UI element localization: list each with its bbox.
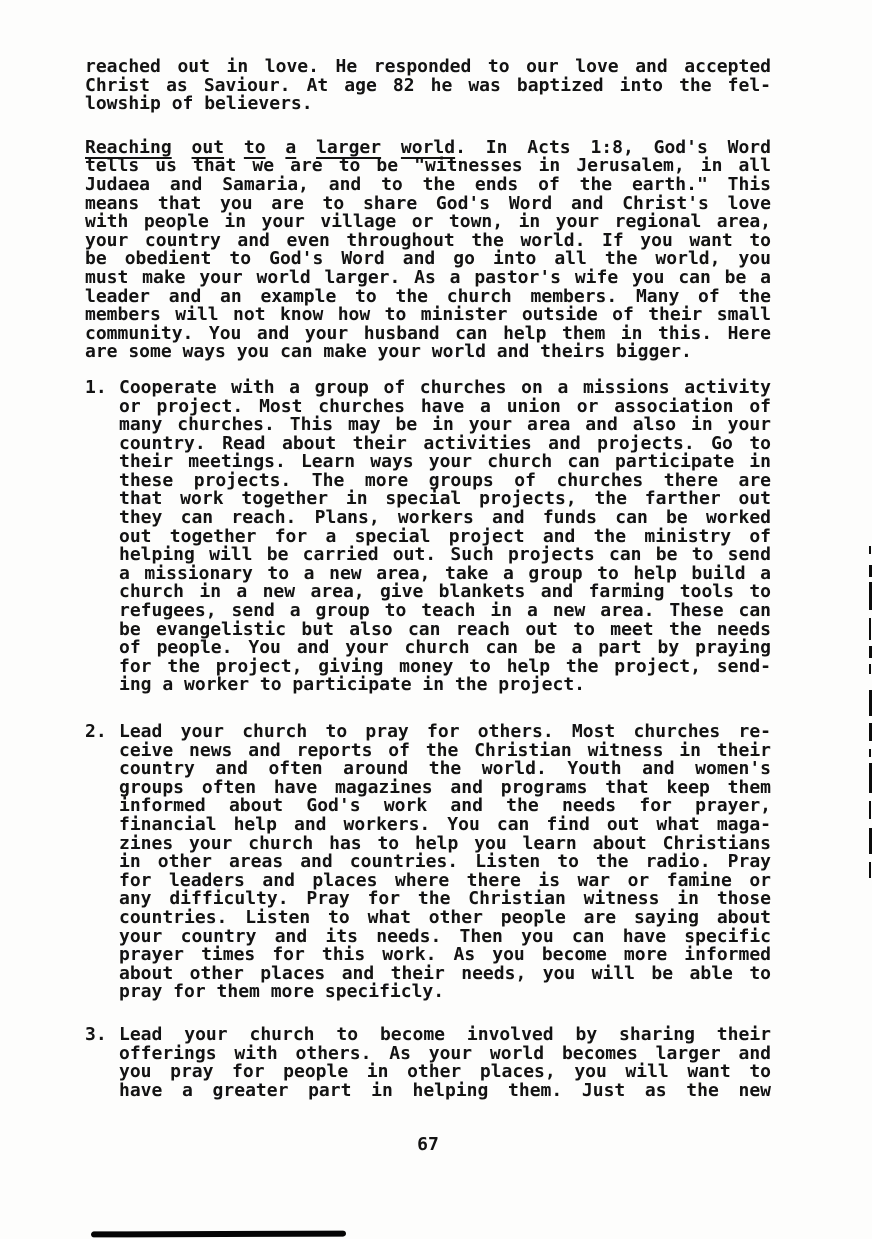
scan-artifact-edge [869,749,871,757]
text-line: offerings with others. As your world becomes larger and [119,1042,771,1064]
text-line: with people in your village or town, in your regional area, [85,211,771,233]
list-item-1 [85,376,771,696]
text-line: community. You and your husband can help them in this. Here [85,322,771,344]
text-line: are some ways you can make your world and theirs bigger. [85,341,692,363]
list-item-number: 1. [85,376,107,398]
scan-artifact-edge [869,618,871,640]
underlined-heading-word: out [191,136,225,158]
underlined-heading-word: Reaching [85,136,172,158]
scan-artifact-edge [869,664,871,674]
text-line: leader and an example to the church members. Many of the [85,285,771,307]
text-line: means that you are to share God's Word and Christ's love [85,192,771,214]
underlined-heading-word: to [243,136,266,158]
text-line: your country and its needs. Then you can have specific [119,925,771,947]
text-line: pray for them more specificly. [119,981,445,1003]
scan-artifact-bottom-bar [91,1231,346,1238]
text-line: Reaching out to a larger world. In Acts 1:8, God's Word [85,136,771,158]
scan-artifact-edge [869,546,871,554]
text-line: groups often have magazines and programs that keep them [119,776,771,798]
paragraph-1 [85,58,771,114]
text-line: Christ as Saviour. At age 82 he was baptized into the fel- [85,74,771,96]
text-line: Judaea and Samaria, and to the ends of the earth." This [85,173,771,195]
text-line: that work together in special projects, the farther out [119,488,771,510]
scan-artifact-edge [869,862,871,878]
text-line: about other places and their needs, you will be able to [119,962,771,984]
text-line: tells us that we are to be "witnesses in Jerusalem, in all [85,155,771,177]
text-line: church in a new area, give blankets and farming tools to [119,581,771,603]
text-line: these projects. The more groups of churches there are [119,469,771,491]
text-line: country. Read about their activities and projects. Go to [119,432,771,454]
text-line: in other areas and countries. Listen to the radio. Pray [119,851,771,873]
text-line: your country and even throughout the world. If you want to [85,229,771,251]
text-line: informed about God's work and the needs for prayer, [119,795,771,817]
text-line: zines your church has to help you learn about Christians [119,832,771,854]
text-line: many churches. This may be in your area and also in your [119,414,771,436]
text-line: out together for a special project and the ministry of [119,525,771,547]
text-line: they can reach. Plans, workers and funds can be worked [119,507,771,529]
text-line: Lead your church to become involved by sharing their [119,1023,771,1045]
text-line: have a greater part in helping them. Just as the new [119,1079,771,1101]
text-line: helping will be carried out. Such projects can be to send [119,544,771,566]
text-line: members will not know how to minister outside of their small [85,304,771,326]
text-line: refugees, send a group to teach in a new area. These can [119,600,771,622]
paragraph-2 [85,136,771,363]
text-line: be obedient to God's Word and go into all the world, you [85,248,771,270]
text-line: any difficulty. Pray for the Christian witness in those [119,888,771,910]
underlined-heading-word: larger [316,136,382,158]
list-item-3 [85,1023,771,1101]
underlined-heading-word: a [285,136,297,158]
text-line: lowship of believers. [85,93,313,115]
text-line: ing a worker to participate in the project. [119,674,585,696]
text-line: prayer times for this work. As you become more informed [119,944,771,966]
text-line: or project. Most churches have a union or association of [119,395,771,417]
text-line: you pray for people in other places, you will want to [119,1061,771,1083]
text-line: for the project, giving money to help the project, send- [119,655,771,677]
text-line: of people. You and your church can be a part by praying [119,637,771,659]
text-line: financial help and workers. You can find out what maga- [119,813,771,835]
text-line: ceive news and reports of the Christian witness in their [119,739,771,761]
list-item-2 [85,723,771,1002]
text-line: their meetings. Learn ways your church can participate in [119,451,771,473]
text-line: for leaders and places where there is war or famine or [119,869,771,891]
list-item-number: 2. [85,721,107,742]
text-line: reached out in love. He responded to our love and accepted [85,56,771,77]
list-item-number: 3. [85,1023,107,1045]
text-line: country and often around the world. Youth and women's [119,758,771,780]
page-number: 67 [417,1134,439,1155]
text-line: Cooperate with a group of churches on a missions activity [119,376,771,398]
text-line: must make your world larger. As a pastor's wife you can be a [85,266,771,288]
text-line: be evangelistic but also can reach out to meet the needs [119,618,771,640]
text-line: Lead your church to pray for others. Most churches re- [119,721,771,742]
text-line: countries. Listen to what other people are saying about [119,906,771,928]
underlined-heading-word: world [400,136,456,158]
scan-artifact-edge [869,801,871,819]
text-column [85,58,771,1100]
text-line: a missionary to a new area, take a group to help build a [119,562,771,584]
